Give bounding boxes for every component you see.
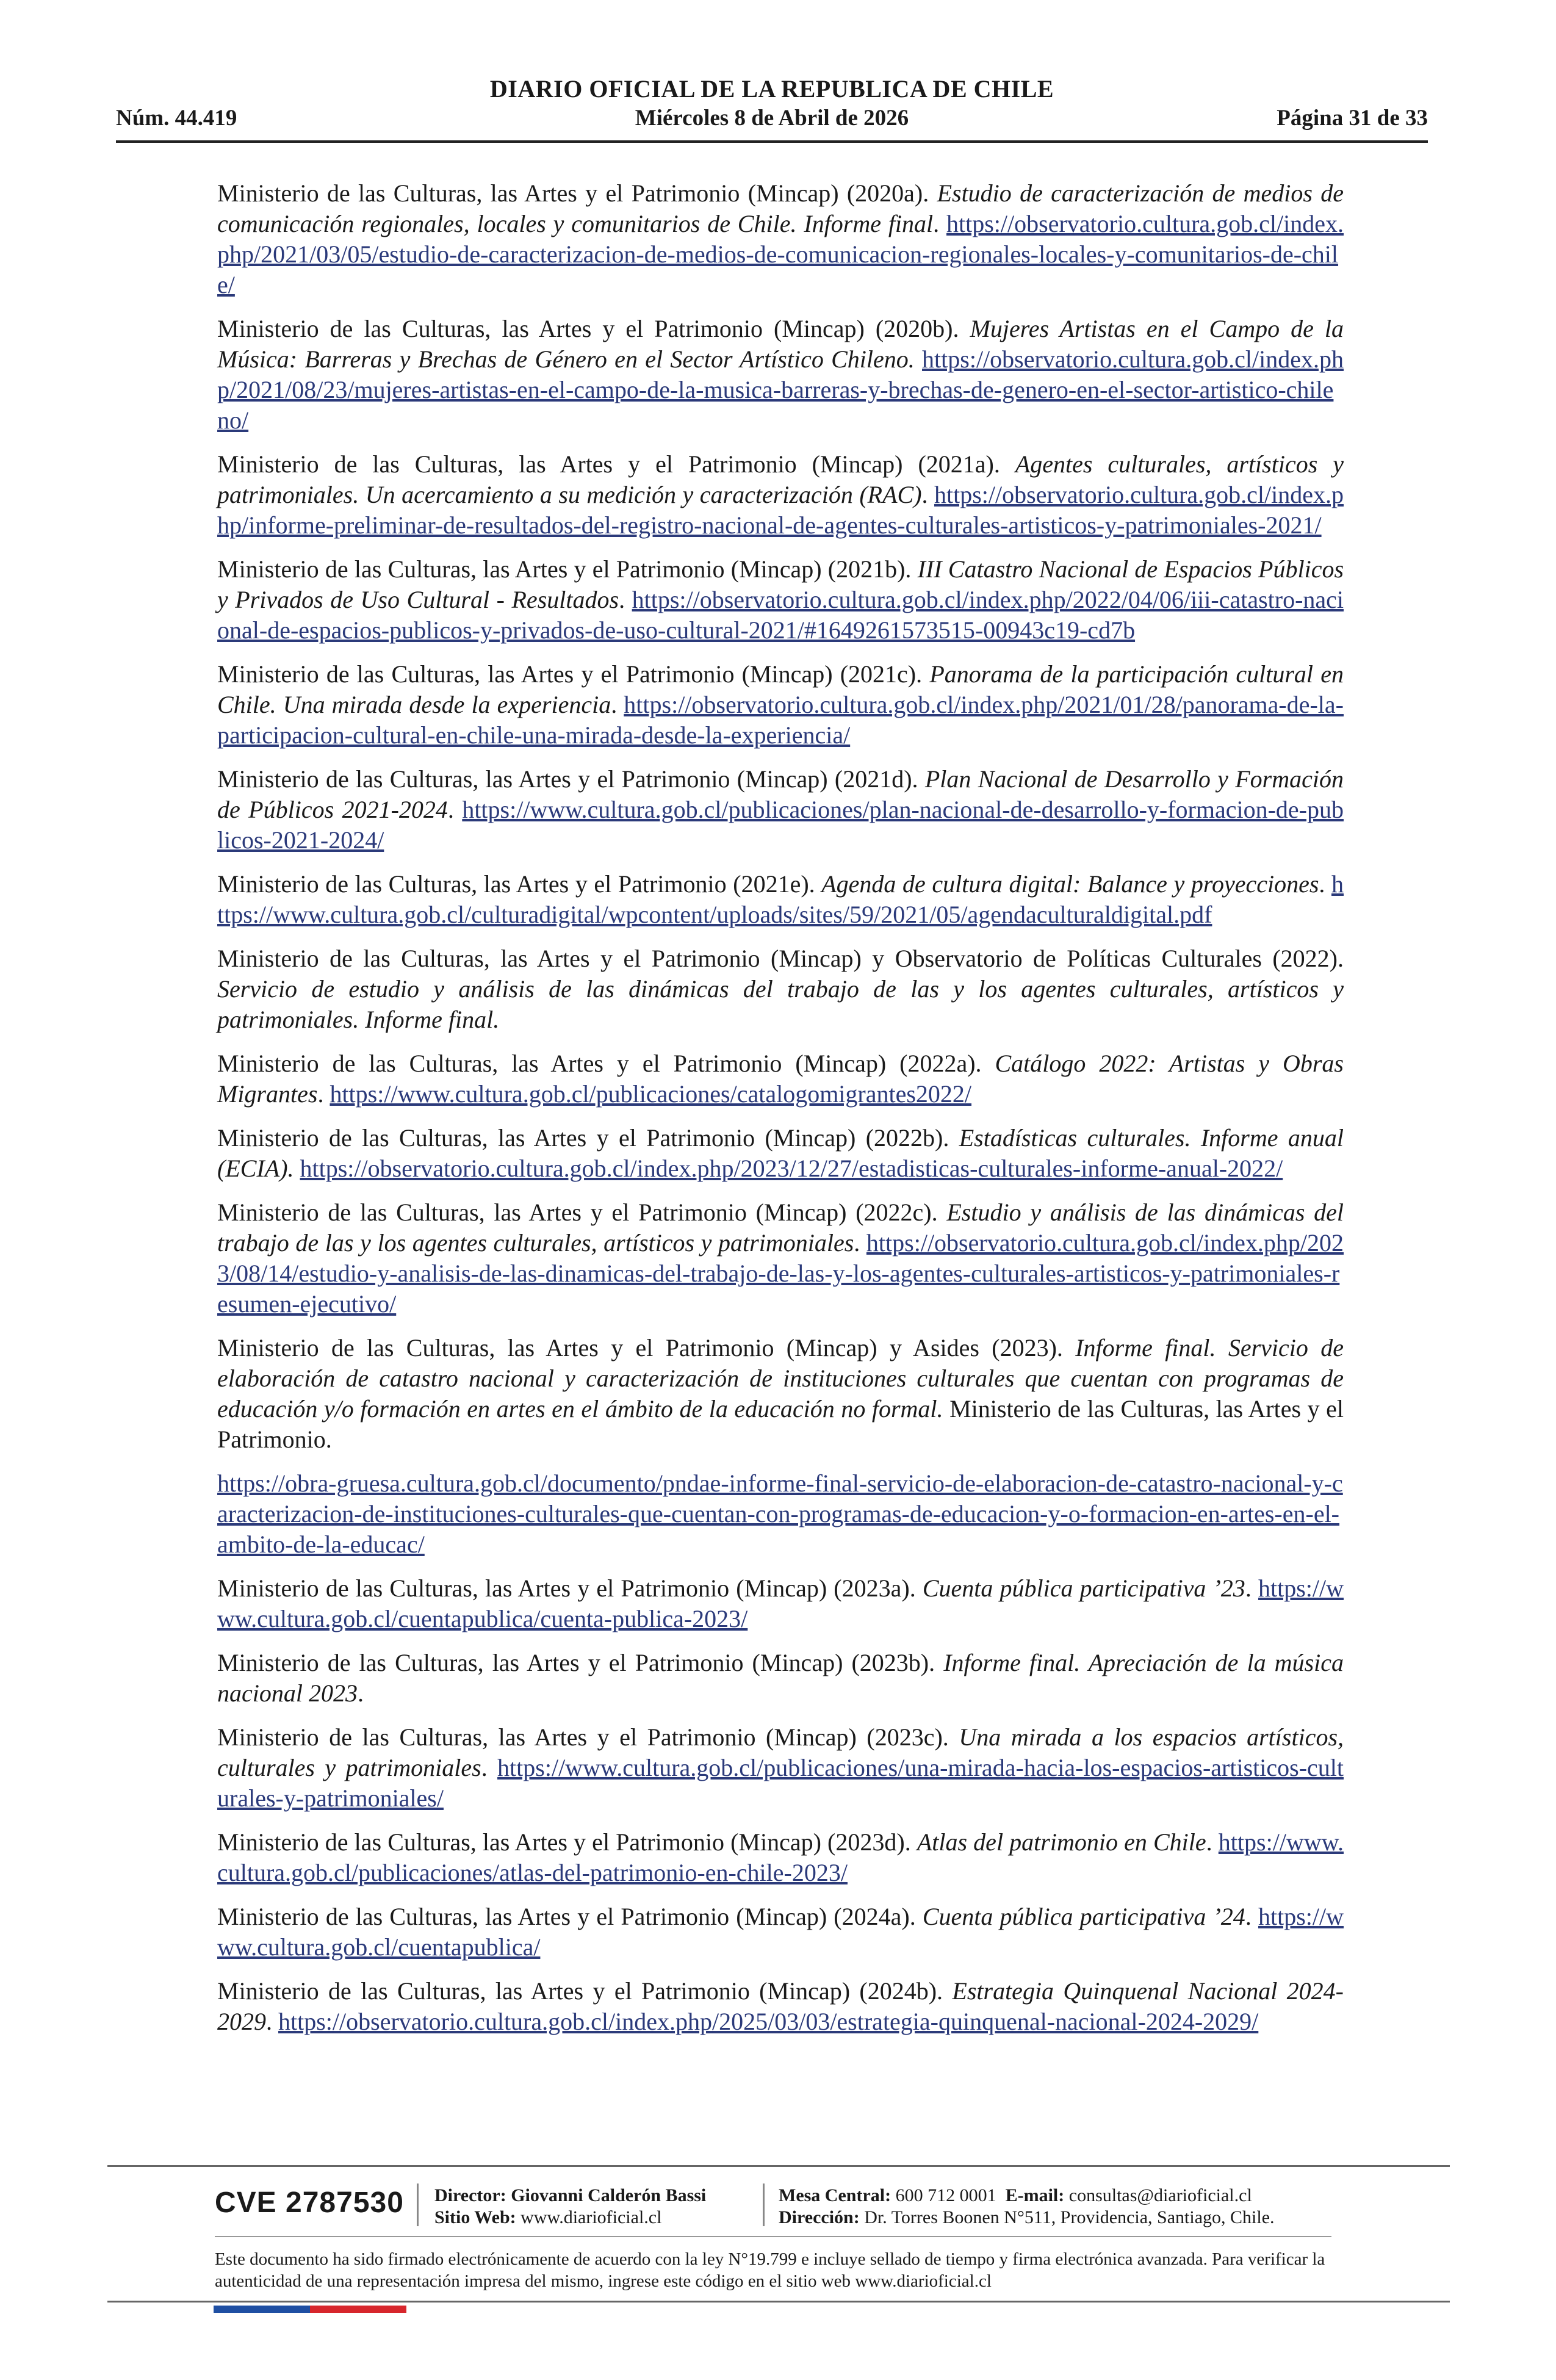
reference-post: . [611,691,624,718]
email-label: E-mail: [1005,2185,1065,2205]
reference-post: . [447,796,463,823]
contact-block [779,2185,1275,2229]
reference-post: . [933,210,947,237]
reference-entry [217,1648,1344,1709]
reference-link[interactable]: https://www.cultura.gob.cl/publicaciones/plan-nacional-de-desarrollo-y-formacion-de-publicos-2021-2024/ [217,796,1344,854]
reference-entry [217,1902,1344,1963]
reference-author: Ministerio de las Culturas, las Artes y el Patrimonio (Mincap) (2023d). [217,1828,917,1856]
director-block [434,2185,706,2229]
reference-post: . [1245,1903,1258,1930]
reference-post: . [1206,1828,1219,1856]
reference-title: Cuenta pública participativa ’24 [922,1903,1245,1930]
reference-link[interactable]: https://obra-gruesa.cultura.gob.cl/documento/pndae-informe-final-servicio-de-elaboracion-de-catastro-nacional-y-caracterizacion-de-instituciones-culturales-que-cuentan-con-programas-de-educacion-y-o-formacion-en-artes-en-el-ambito-de-la-educac/ [217,1469,1343,1558]
reference-entry [217,1976,1344,2037]
reference-link[interactable]: https://observatorio.cultura.gob.cl/index.php/2022/04/06/iii-catastro-nacional-de-espacios-publicos-y-privados-de-uso-cultural-2021/#1649261573515-00943c19-cd7b [217,586,1344,644]
reference-link[interactable]: https://www.cultura.gob.cl/publicaciones/una-mirada-hacia-los-espacios-artisticos-culturales-y-patrimoniales/ [217,1754,1344,1812]
reference-link[interactable]: https://www.cultura.gob.cl/publicaciones/catalogomigrantes2022/ [330,1080,972,1108]
address-value: Dr. Torres Boonen N°511, Providencia, Santiago, Chile. [864,2207,1275,2227]
reference-entry [217,1468,1344,1560]
website-label: Sitio Web: [434,2207,516,2227]
reference-post: . [357,1679,364,1707]
reference-author: Ministerio de las Culturas, las Artes y el Patrimonio (Mincap) (2022b). [217,1124,959,1152]
issue-number: Núm. 44.419 [116,106,237,131]
reference-post: . [619,586,632,613]
reference-title: Una mirada a los espacios artísticos, culturales y patrimoniales [217,1723,1344,1781]
reference-list [217,178,1344,2050]
flag-blue-stripe [214,2306,310,2313]
reference-post: . [1319,870,1331,898]
reference-entry [217,314,1344,436]
reference-title: Estrategia Quinquenal Nacional 2024-2029 [217,1977,1344,2035]
reference-post [915,345,922,373]
reference-post: . [1245,1574,1258,1602]
reference-entry [217,1827,1344,1888]
reference-entry [217,178,1344,300]
footer-divider [107,2165,1450,2167]
reference-link[interactable]: https://observatorio.cultura.gob.cl/index.php/2023/12/27/estadisticas-culturales-informe-anual-2022/ [300,1155,1283,1182]
reference-link[interactable]: https://observatorio.cultura.gob.cl/index.php/2025/03/03/estrategia-quinquenal-nacional-2024-2029/ [278,2008,1259,2035]
director-label: Director: [434,2185,506,2205]
reference-author: Ministerio de las Culturas, las Artes y el Patrimonio (Mincap) (2023c). [217,1723,959,1751]
flag-red-stripe [310,2306,406,2313]
website-link[interactable]: www.diarioficial.cl [520,2207,662,2227]
reference-entry [217,1123,1344,1184]
reference-title: Agenda de cultura digital: Balance y proyecciones [821,870,1319,898]
reference-title: III Catastro Nacional de Espacios Públicos y Privados de Uso Cultural - Resultados [217,555,1344,613]
reference-title: Cuenta pública participativa ’23 [922,1574,1245,1602]
reference-post: . [481,1754,498,1781]
reference-author: Ministerio de las Culturas, las Artes y el Patrimonio (Mincap) (2024b). [217,1977,953,2005]
reference-entry [217,1333,1344,1455]
reference-author: Ministerio de las Culturas, las Artes y el Patrimonio (Mincap) y Observatorio de Políticas Culturales (2022). [217,945,1344,972]
email-link[interactable]: consultas@diarioficial.cl [1068,2185,1252,2205]
footer-inner-divider [215,2236,1331,2237]
reference-title: Agentes culturales, artísticos y patrimoniales. Un acercamiento a su medición y caracterización (RAC) [217,450,1344,508]
reference-link[interactable]: https://observatorio.cultura.gob.cl/index.php/2021/03/05/estudio-de-caracterizacion-de-medios-de-comunicacion-regionales-locales-y-comunitarios-de-chile/ [217,210,1344,298]
reference-link[interactable]: https://observatorio.cultura.gob.cl/index.php/2023/08/14/estudio-y-analisis-de-las-dinamicas-del-trabajo-de-las-y-los-agentes-culturales-artisticos-y-patrimoniales-resumen-ejecutivo/ [217,1229,1344,1318]
legal-notice: Este documento ha sido firmado electrónicamente de acuerdo con la ley N°19.799 e incluye sellado de tiempo y firma electrónica avanzada. Para verificar la autenticidad de una representación impresa del mismo, ingrese este código en el sitio web www.diarioficial.cl [215,2249,1325,2291]
reference-title: Atlas del patrimonio en Chile [917,1828,1206,1856]
reference-title: Servicio de estudio y análisis de las dinámicas del trabajo de las y los agentes culturales, artísticos y patrimoniales. Informe final. [217,975,1344,1033]
director-name: Giovanni Calderón Bassi [511,2185,707,2205]
reference-link[interactable]: https://observatorio.cultura.gob.cl/index.php/2021/01/28/panorama-de-la-participacion-cultural-en-chile-una-mirada-desde-la-experiencia/ [217,691,1344,749]
reference-post: . [921,481,935,508]
reference-entry [217,943,1344,1035]
footer-separator [763,2183,765,2226]
reference-entry [217,1048,1344,1109]
reference-entry [217,554,1344,646]
reference-author: Ministerio de las Culturas, las Artes y el Patrimonio (Mincap) y Asides (2023). [217,1334,1076,1361]
mesa-phone: 600 712 0001 [895,2185,996,2205]
reference-link[interactable]: https://observatorio.cultura.gob.cl/index.php/2021/08/23/mujeres-artistas-en-el-campo-de-la-musica-barreras-y-brechas-de-genero-en-el-sector-artistico-chileno/ [217,345,1344,434]
reference-post [294,1155,300,1182]
reference-author: Ministerio de las Culturas, las Artes y el Patrimonio (Mincap) (2021d). [217,765,925,793]
flag-stripe [214,2306,406,2313]
cve-code: CVE 2787530 [215,2187,404,2219]
reference-title: Estudio y análisis de las dinámicas del trabajo de las y los agentes culturales, artísticos y patrimoniales [217,1199,1344,1257]
reference-author: Ministerio de las Culturas, las Artes y el Patrimonio (Mincap) (2023b). [217,1649,944,1676]
reference-title: Informe final. Servicio de elaboración de catastro nacional y caracterización de instituciones culturales que cuentan con programas de educación y/o formación en artes en el ámbito de la educación no formal. [217,1334,1344,1423]
reference-author: Ministerio de las Culturas, las Artes y el Patrimonio (Mincap) (2021c). [217,660,930,688]
reference-title: Estadísticas culturales. Informe anual (ECIA). [217,1124,1344,1182]
reference-author: Ministerio de las Culturas, las Artes y el Patrimonio (Mincap) (2020b). [217,315,970,342]
reference-title: Mujeres Artistas en el Campo de la Música: Barreras y Brechas de Género en el Sector Artístico Chileno. [217,315,1344,373]
reference-title: Catálogo 2022: Artistas y Obras Migrantes [217,1050,1344,1108]
reference-author: Ministerio de las Culturas, las Artes y el Patrimonio (Mincap) (2022c). [217,1199,947,1226]
issue-date: Miércoles 8 de Abril de 2026 [635,106,909,131]
reference-author: Ministerio de las Culturas, las Artes y el Patrimonio (Mincap) (2024a). [217,1903,923,1930]
newspaper-title: DIARIO OFICIAL DE LA REPUBLICA DE CHILE [489,75,1054,103]
reference-post: . [266,2008,278,2035]
reference-title: Plan Nacional de Desarrollo y Formación de Públicos 2021-2024 [217,765,1344,823]
reference-post: Ministerio de las Culturas, las Artes y el Patrimonio. [217,1395,1344,1453]
reference-entry [217,869,1344,930]
reference-author: Ministerio de las Culturas, las Artes y el Patrimonio (Mincap) (2020a). [217,179,937,207]
reference-author: Ministerio de las Culturas, las Artes y el Patrimonio (Mincap) (2023a). [217,1574,923,1602]
reference-post: . [317,1080,330,1108]
bottom-divider [107,2301,1450,2302]
reference-title: Panorama de la participación cultural en Chile. Una mirada desde la experiencia [217,660,1344,718]
reference-entry [217,1722,1344,1814]
reference-entry [217,1197,1344,1319]
address-label: Dirección: [779,2207,860,2227]
page-header [116,74,1428,148]
reference-author: Ministerio de las Culturas, las Artes y el Patrimonio (Mincap) (2021b). [217,555,918,583]
reference-link[interactable]: https://www.cultura.gob.cl/publicaciones/atlas-del-patrimonio-en-chile-2023/ [217,1828,1344,1886]
reference-link[interactable]: https://www.cultura.gob.cl/cuentapublica/cuenta-publica-2023/ [217,1574,1344,1632]
reference-entry [217,449,1344,541]
header-divider [116,140,1428,143]
footer-separator [417,2183,419,2226]
page-number: Página 31 de 33 [1277,106,1428,131]
reference-entry [217,1573,1344,1634]
reference-link[interactable]: https://observatorio.cultura.gob.cl/index.php/informe-preliminar-de-resultados-del-registro-nacional-de-agentes-culturales-artisticos-y-patrimoniales-2021/ [217,481,1344,539]
reference-author: Ministerio de las Culturas, las Artes y el Patrimonio (Mincap) (2021a). [217,450,1015,478]
reference-author: Ministerio de las Culturas, las Artes y el Patrimonio (2021e). [217,870,822,898]
reference-entry [217,659,1344,751]
reference-title: Informe final. Apreciación de la música nacional 2023 [217,1649,1344,1707]
reference-post: . [854,1229,866,1257]
reference-link[interactable]: https://www.cultura.gob.cl/culturadigital/wpcontent/uploads/sites/59/2021/05/agendaculturaldigital.pdf [217,870,1344,928]
mesa-label: Mesa Central: [779,2185,891,2205]
reference-link[interactable]: https://www.cultura.gob.cl/cuentapublica/ [217,1903,1344,1961]
reference-author: Ministerio de las Culturas, las Artes y el Patrimonio (Mincap) (2022a). [217,1050,995,1077]
reference-title: Estudio de caracterización de medios de comunicación regionales, locales y comunitarios de Chile. Informe final [217,179,1344,237]
reference-entry [217,764,1344,856]
